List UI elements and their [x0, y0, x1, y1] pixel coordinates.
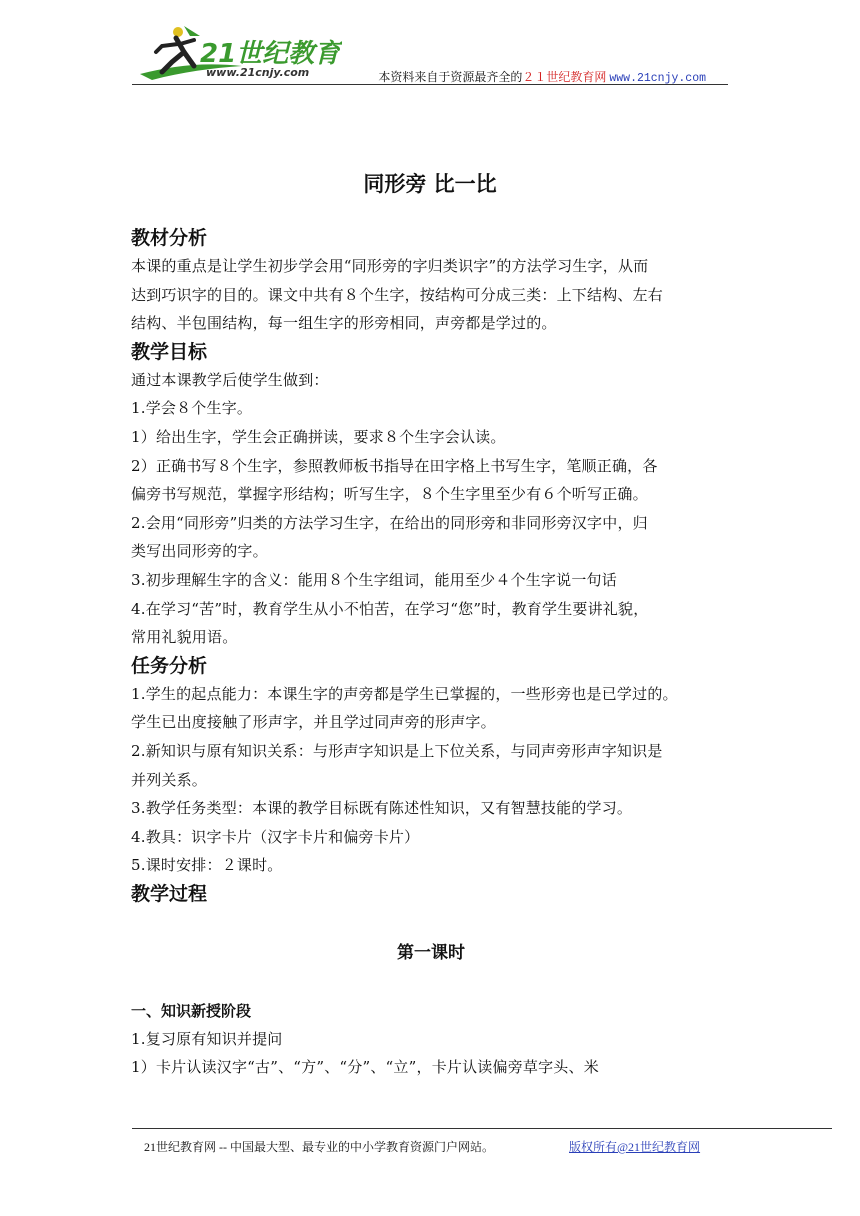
lesson-title: 第一课时 — [397, 942, 465, 963]
page-title: 同形旁 比一比 — [363, 172, 497, 196]
svg-text:21世纪教育: 21世纪教育 — [200, 39, 341, 69]
tasks-line: 并列关系。 — [131, 770, 208, 789]
section-heading-tasks: 任务分析 — [131, 654, 208, 677]
tasks-line: 1.学生的起点能力：本课生字的声旁都是学生已掌握的，一些形旁也是已学过的。 — [131, 684, 678, 703]
header-note-prefix: 本资料来自于资源最齐全的 — [378, 70, 523, 84]
goals-line: 2）正确书写８个生字，参照教师板书指导在田字格上书写生字，笔顺正确，各 — [131, 456, 658, 475]
process-line: 1）卡片认读汉字“古”、“方”、“分”、“立”，卡片认读偏旁草字头、米 — [131, 1058, 599, 1077]
analysis-line: 结构、半包围结构，每一组生字的形旁相同，声旁都是学过的。 — [131, 314, 557, 333]
header-note-url[interactable]: www.21cnjy.com — [609, 72, 706, 85]
analysis-line: 本课的重点是让学生初步学会用“同形旁的字归类识字”的方法学习生字，从而 — [131, 257, 649, 275]
footer-divider — [132, 1128, 832, 1129]
goals-line: 1.学会８个生字。 — [131, 399, 253, 418]
site-logo — [132, 22, 342, 84]
page-footer — [144, 1138, 701, 1155]
section-heading-goals: 教学目标 — [131, 340, 208, 363]
goals-line: 类写出同形旁的字。 — [131, 542, 268, 561]
stage-title: 一、知识新授阶段 — [131, 1001, 252, 1020]
header-note-site-name[interactable]: ２１世纪教育网 — [522, 70, 607, 84]
header-source-note — [378, 68, 706, 85]
section-heading-analysis: 教材分析 — [131, 227, 208, 249]
goals-line: 4.在学习“苦”时，教育学生从小不怕苦，在学习“您”时，教育学生要讲礼貌， — [131, 599, 649, 618]
analysis-line: 达到巧识字的目的。课文中共有８个生字，按结构可分成三类：上下结构、左右 — [131, 285, 664, 304]
goals-line: 3.初步理解生字的含义：能用８个生字组词，能用至少４个生字说一句话 — [131, 570, 617, 589]
goals-line: 偏旁书写规范，掌握字形结构；听写生字，８个生字里至少有６个听写正确。 — [131, 485, 648, 504]
goals-line: 2.会用“同形旁”归类的方法学习生字，在给出的同形旁和非同形旁汉字中，归 — [131, 513, 648, 532]
footer-copyright-link[interactable]: 版权所有@21世纪教育网 — [569, 1140, 701, 1154]
goals-line: 常用礼貌用语。 — [131, 628, 238, 647]
process-line: 1.复习原有知识并提问 — [131, 1029, 283, 1048]
header-divider — [132, 84, 728, 85]
tasks-line: 3.教学任务类型：本课的教学目标既有陈述性知识，又有智慧技能的学习。 — [131, 799, 633, 818]
tasks-line: 学生已出度接触了形声字，并且学过同声旁的形声字。 — [131, 713, 496, 732]
footer-site-description: 21世纪教育网 -- 中国最大型、最专业的中小学教育资源门户网站。 — [144, 1140, 494, 1154]
tasks-line: 5.课时安排：２课时。 — [131, 856, 283, 875]
goals-line: 通过本课教学后使学生做到： — [131, 370, 329, 389]
document-body — [131, 224, 731, 1082]
section-heading-process: 教学过程 — [131, 882, 208, 905]
page-header — [132, 22, 728, 86]
tasks-line: 2.新知识与原有知识关系：与形声字知识是上下位关系，与同声旁形声字知识是 — [131, 741, 663, 760]
svg-text:www.21cnjy.com: www.21cnjy.com — [206, 66, 310, 79]
tasks-line: 4.教具：识字卡片（汉字卡片和偏旁卡片） — [131, 827, 420, 846]
goals-line: 1）给出生字，学生会正确拼读，要求８个生字会认读。 — [131, 427, 506, 446]
